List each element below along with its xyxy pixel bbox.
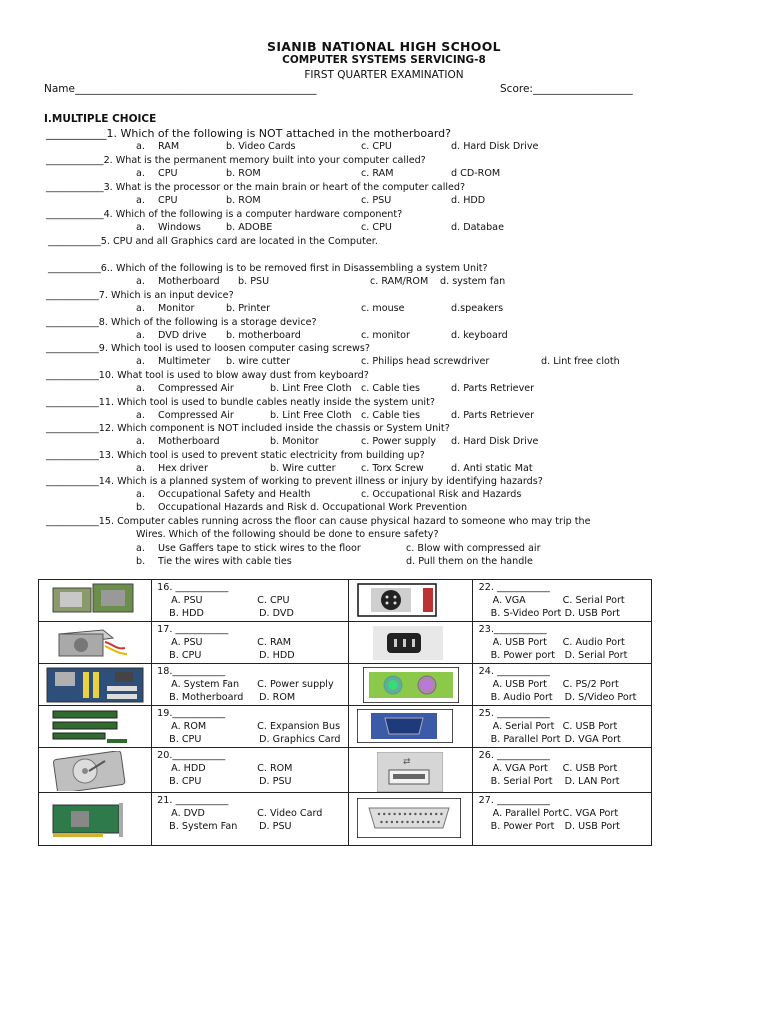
question-2-choice-3: c. RAM: [361, 168, 394, 179]
option-d: D. PSU: [259, 776, 292, 787]
question-7-choice-0: a.: [136, 303, 145, 314]
question-12-choice-4: d. Hard Disk Drive: [451, 436, 539, 447]
question-11-choice-2: b. Lint Free Cloth: [270, 410, 352, 421]
question-3: ____________3. What is the processor or the main brain or heart of the computer called?: [46, 182, 466, 193]
power-port-image: [349, 622, 471, 663]
question-10-choice-4: d. Parts Retriever: [451, 383, 535, 394]
option-b: B. S-Video Port: [490, 608, 562, 619]
question-4-choice-2: b. ADOBE: [226, 222, 273, 233]
question-4-choice-4: d. Databae: [451, 222, 504, 233]
question-6-choice-0: a.: [136, 276, 145, 287]
table-row: [39, 748, 652, 793]
q15-b-letter: b.: [136, 556, 146, 567]
question-13-choice-1: Hex driver: [158, 463, 208, 474]
option-a: A. Parallel Port: [492, 808, 563, 819]
table-row: [39, 793, 652, 846]
question-15: ___________15. Computer cables running across the floor can cause physical hazard to someone who may trip the: [46, 516, 591, 527]
question-1: ___________1. Which of the following is NOT attached in the motherboard?: [46, 127, 451, 140]
question-8-choice-4: d. keyboard: [451, 330, 508, 341]
question-3-choice-1: CPU: [158, 195, 178, 206]
option-c: C. Power supply: [257, 679, 334, 690]
q14-choice-c: c. Occupational Risk and Hazards: [361, 489, 522, 500]
question-13-choice-2: b. Wire cutter: [270, 463, 336, 474]
item-number[interactable]: 20.___________: [157, 750, 226, 761]
item-number[interactable]: 22. ___________: [478, 582, 550, 593]
option-d: D. USB Port: [564, 821, 620, 832]
question-13-choice-3: c. Torx Screw: [361, 463, 424, 474]
option-a: A. PSU: [171, 595, 203, 606]
item-number[interactable]: 24. ___________: [478, 666, 550, 677]
subject-title: COMPUTER SYSTEMS SERVICING-8: [282, 54, 486, 66]
item-number[interactable]: 25. ___________: [478, 708, 550, 719]
q15-choice-d: d. Pull them on the handle: [406, 556, 533, 567]
item-number[interactable]: 17. ___________: [157, 624, 229, 635]
question-2-choice-2: b. ROM: [226, 168, 261, 179]
item-number[interactable]: 18.___________: [157, 666, 226, 677]
option-c: C. USB Port: [562, 721, 618, 732]
item-number[interactable]: 26. ___________: [478, 750, 550, 761]
question-1-choice-2: b. Video Cards: [226, 141, 296, 152]
question-3-choice-4: d. HDD: [451, 195, 486, 206]
question-7-choice-2: b. Printer: [226, 303, 271, 314]
option-b: B. HDD: [169, 608, 204, 619]
option-c: C. PS/2 Port: [562, 679, 619, 690]
option-d: D. Graphics Card: [259, 734, 341, 745]
question-11-choice-1: Compressed Air: [158, 410, 234, 421]
question-2-choice-0: a.: [136, 168, 145, 179]
option-d: D. USB Port: [564, 608, 620, 619]
option-c: C. Audio Port: [562, 637, 625, 648]
option-c: C. Serial Port: [562, 595, 625, 606]
q15-choice-a: Use Gaffers tape to stick wires to the floor: [158, 543, 361, 554]
question-4: ____________4. Which of the following is a computer hardware component?: [46, 209, 403, 220]
question-8-choice-2: b. motherboard: [226, 330, 301, 341]
item-number[interactable]: 21. ___________: [157, 795, 229, 806]
section-title: I.MULTIPLE CHOICE: [44, 113, 157, 125]
question-10-choice-0: a.: [136, 383, 145, 394]
question-3-choice-0: a.: [136, 195, 145, 206]
option-c: C. Expansion Bus: [257, 721, 341, 732]
option-d: D. ROM: [259, 692, 296, 703]
exam-title: FIRST QUARTER EXAMINATION: [304, 69, 464, 81]
option-b: B. Power port: [490, 650, 556, 661]
question-9-choice-2: b. wire cutter: [226, 356, 291, 367]
video-card-image: [39, 793, 151, 845]
question-4-choice-1: Windows: [158, 222, 201, 233]
question-11: ___________11. Which tool is used to bundle cables neatly inside the system unit?: [46, 397, 435, 408]
question-11-choice-0: a.: [136, 410, 145, 421]
question-7: ___________7. Which is an input device?: [46, 290, 234, 301]
option-b: B. Audio Port: [490, 692, 553, 703]
question-5: ___________5. CPU and all Graphics card are located in the Computer.: [48, 236, 378, 247]
q15-continuation: Wires. Which of the following should be done to ensure safety?: [136, 529, 439, 540]
question-3-choice-2: b. ROM: [226, 195, 261, 206]
option-c: C. RAM: [257, 637, 292, 648]
option-b: B. Parallel Port: [490, 734, 561, 745]
table-row: [39, 664, 652, 706]
question-6: ___________6.. Which of the following is to be removed first in Disassembling a system Unit?: [48, 263, 488, 274]
question-6-choice-1: Motherboard: [158, 276, 220, 287]
option-a: A. USB Port: [492, 637, 547, 648]
option-d: D. VGA Port: [564, 734, 621, 745]
school-name: SIANIB NATIONAL HIGH SCHOOL: [267, 39, 501, 54]
option-a: A. DVD: [171, 808, 205, 819]
item-number[interactable]: 27. ___________: [478, 795, 550, 806]
option-d: D. PSU: [259, 821, 292, 832]
question-11-choice-3: c. Cable ties: [361, 410, 420, 421]
question-11-choice-4: d. Parts Retriever: [451, 410, 535, 421]
question-12: ___________12. Which component is NOT included inside the chassis or System Unit?: [46, 423, 450, 434]
option-a: A. HDD: [171, 763, 206, 774]
question-7-choice-4: d.speakers: [451, 303, 504, 314]
option-a: A. PSU: [171, 637, 203, 648]
question-1-choice-3: c. CPU: [361, 141, 392, 152]
option-b: B. CPU: [169, 734, 202, 745]
question-9-choice-3: c. Philips head screwdriver: [361, 356, 490, 367]
usb-port-image: [349, 748, 471, 792]
question-8-choice-3: c. monitor: [361, 330, 410, 341]
table-row: [39, 622, 652, 664]
power-supply-image: [39, 622, 151, 663]
option-d: D. HDD: [259, 650, 295, 661]
option-b: B. CPU: [169, 776, 202, 787]
question-1-choice-0: a.: [136, 141, 145, 152]
vga-port-image: [349, 706, 471, 747]
option-b: B. CPU: [169, 650, 202, 661]
option-a: A. VGA Port: [492, 763, 548, 774]
question-12-choice-2: b. Monitor: [270, 436, 319, 447]
motherboard-image: [39, 664, 151, 705]
svideo-port-image: [349, 580, 471, 621]
question-2: ____________2. What is the permanent memory built into your computer called?: [46, 155, 426, 166]
identification-table: [38, 579, 652, 846]
question-12-choice-1: Motherboard: [158, 436, 220, 447]
parallel-port-image: [349, 793, 471, 845]
hard-disk-image: [39, 748, 151, 792]
question-9: ___________9. Which tool is used to loosen computer casing screws?: [46, 343, 370, 354]
option-a: A. VGA: [492, 595, 526, 606]
question-13-choice-0: a.: [136, 463, 145, 474]
option-d: D. Serial Port: [564, 650, 628, 661]
cpu-processor-image: [39, 580, 151, 621]
question-8-choice-0: a.: [136, 330, 145, 341]
question-3-choice-3: c. PSU: [361, 195, 392, 206]
question-9-choice-0: a.: [136, 356, 145, 367]
question-1-choice-1: RAM: [158, 141, 180, 152]
option-d: D. DVD: [259, 608, 294, 619]
q14-b-letter: b.: [136, 502, 146, 513]
question-10-choice-3: c. Cable ties: [361, 383, 420, 394]
option-c: C. ROM: [257, 763, 293, 774]
question-7-choice-1: Monitor: [158, 303, 195, 314]
svg-text:⇄: ⇄: [403, 757, 412, 767]
option-c: C. VGA Port: [562, 808, 619, 819]
q14-choice-b: Occupational Hazards and Risk d. Occupational Work Prevention: [158, 502, 468, 513]
option-c: C. CPU: [257, 595, 290, 606]
score-field[interactable]: Score:___________________: [500, 83, 633, 95]
question-6-choice-3: c. RAM/ROM: [370, 276, 429, 287]
question-13: ___________13. Which tool is used to prevent static electricity from building up?: [46, 450, 425, 461]
question-4-choice-0: a.: [136, 222, 145, 233]
option-b: B. Motherboard: [169, 692, 244, 703]
option-a: A. USB Port: [492, 679, 547, 690]
question-10-choice-2: b. Lint Free Cloth: [270, 383, 352, 394]
question-12-choice-3: c. Power supply: [361, 436, 437, 447]
option-b: B. System Fan: [169, 821, 238, 832]
ram-module-image: [39, 706, 151, 747]
item-number[interactable]: 16. ___________: [157, 582, 229, 593]
question-14: ___________14. Which is a planned system of working to prevent illness or injury by identifying hazards?: [46, 476, 543, 487]
option-a: A. Serial Port: [492, 721, 555, 732]
option-a: A. ROM: [171, 721, 207, 732]
question-12-choice-0: a.: [136, 436, 145, 447]
question-6-choice-2: b. PSU: [238, 276, 270, 287]
question-2-choice-1: CPU: [158, 168, 178, 179]
item-number[interactable]: 23.___________: [478, 624, 547, 635]
question-7-choice-3: c. mouse: [361, 303, 405, 314]
question-2-choice-4: d CD-ROM: [451, 168, 501, 179]
name-field[interactable]: Name______________________________________________: [44, 83, 317, 95]
q15-choice-b: Tie the wires with cable ties: [158, 556, 292, 567]
ps2-port-image: [349, 664, 471, 705]
option-d: D. S/Video Port: [564, 692, 637, 703]
option-c: C. USB Port: [562, 763, 618, 774]
question-10: ___________10. What tool is used to blow away dust from keyboard?: [46, 370, 369, 381]
table-row: [39, 580, 652, 622]
option-d: D. LAN Port: [564, 776, 620, 787]
option-a: A. System Fan: [171, 679, 240, 690]
question-8: ___________8. Which of the following is a storage device?: [46, 317, 317, 328]
question-9-choice-1: Multimeter: [158, 356, 211, 367]
option-c: C. Video Card: [257, 808, 323, 819]
question-8-choice-1: DVD drive: [158, 330, 207, 341]
q14-choice-a: Occupational Safety and Health: [158, 489, 311, 500]
option-b: B. Power Port: [490, 821, 555, 832]
question-6-choice-4: d. system fan: [440, 276, 506, 287]
q15-choice-c: c. Blow with compressed air: [406, 543, 541, 554]
question-10-choice-1: Compressed Air: [158, 383, 234, 394]
item-number[interactable]: 19.___________: [157, 708, 226, 719]
q15-a-letter: a.: [136, 543, 145, 554]
table-row: [39, 706, 652, 748]
option-b: B. Serial Port: [490, 776, 553, 787]
question-4-choice-3: c. CPU: [361, 222, 392, 233]
q14-a-letter: a.: [136, 489, 145, 500]
question-1-choice-4: d. Hard Disk Drive: [451, 141, 539, 152]
question-9-choice-4: d. Lint free cloth: [541, 356, 620, 367]
question-13-choice-4: d. Anti static Mat: [451, 463, 533, 474]
